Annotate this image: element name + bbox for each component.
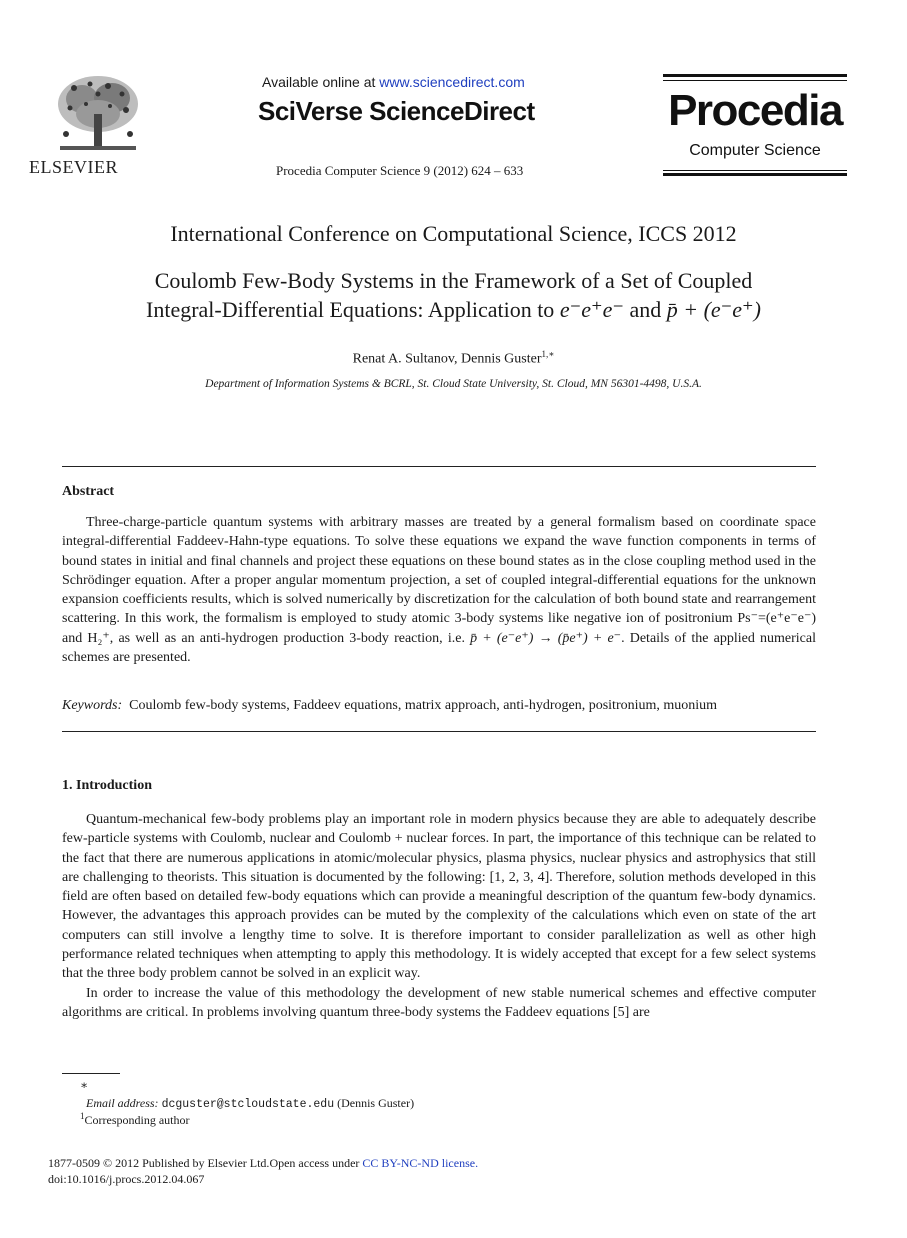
title-prefix: Integral-Differential Equations: Application to <box>146 297 560 322</box>
conference-name: International Conference on Computational Science, ICCS 2012 <box>170 221 737 246</box>
title-formula-1: e⁻e⁺e⁻ <box>559 297 624 322</box>
elsevier-tree-icon <box>52 74 144 156</box>
journal-reference: Procedia Computer Science 9 (2012) 624 – 633 <box>276 163 524 178</box>
divider-bottom <box>62 731 816 732</box>
abstract-heading: Abstract <box>62 484 115 499</box>
elsevier-logo <box>52 74 144 156</box>
footnote-email <box>86 1096 414 1111</box>
abstract-and: and <box>62 630 88 646</box>
platform-logo: SciVerse ScienceDirect <box>258 96 535 126</box>
formula-ps: Ps⁻=(e⁺e⁻e⁻) <box>737 611 816 627</box>
open-access-text: Open access under <box>269 1156 363 1170</box>
elsevier-wordmark: ELSEVIER <box>29 157 118 177</box>
divider-top <box>62 466 816 467</box>
footnote-star: ∗ <box>80 1078 89 1092</box>
email-owner: (Dennis Guster) <box>334 1096 415 1110</box>
paper-title-line2 <box>0 297 907 323</box>
keywords-text: Coulomb few-body systems, Faddeev equations, matrix approach, anti-hydrogen, positronium, muonium <box>129 698 718 713</box>
title-formula-2: p̄ + (e⁻e⁺) <box>666 297 761 322</box>
procedia-subtitle: Computer Science <box>689 142 821 159</box>
keywords <box>62 698 816 714</box>
available-online <box>262 74 525 90</box>
footnote-1-text: Corresponding author <box>84 1113 190 1127</box>
introduction-heading: 1. Introduction <box>62 778 152 793</box>
footnote-corresponding <box>80 1111 189 1128</box>
paper-title-line1: Coulomb Few-Body Systems in the Framework of a Set of Coupled <box>154 268 753 293</box>
author-names: Renat A. Sultanov, Dennis Guster <box>352 351 542 367</box>
keywords-label: Keywords: <box>62 698 123 713</box>
author-marks: 1,∗ <box>541 349 555 359</box>
email-label: Email address: <box>86 1096 159 1110</box>
license-link[interactable]: CC BY-NC-ND license. <box>362 1156 479 1170</box>
abstract-text-2: , as well as an anti-hydrogen production 3-body reaction, i.e. <box>109 630 471 646</box>
intro-paragraph-2: In order to increase the value of this methodology the development of new stable numerical schemes and effective computer algorithms are critical. In problems involving quantum three-body systems the Faddeev equations [5] are <box>62 985 816 1020</box>
email-address[interactable]: dcguster@stcloudstate.edu <box>161 1098 335 1111</box>
abstract-text-3: . Details of the applied numerical schemes are presented. <box>62 630 816 666</box>
doi: doi:10.1016/j.procs.2012.04.067 <box>48 1172 205 1186</box>
available-prefix: Available online at <box>262 74 380 90</box>
procedia-title: Procedia <box>668 86 842 135</box>
sciencedirect-link[interactable]: www.sciencedirect.com <box>379 74 525 90</box>
authors <box>0 349 907 368</box>
intro-paragraph-1: Quantum-mechanical few-body problems play an important role in modern physics because they are able to adequately describe few-particle systems with Coulomb, nuclear and Coulomb + nuclear forces. In part, the importance of this technique can be related to the fact that there are numerous applications in atomic/molecular physics, plasma physics, nuclear physics and astrophysics that still are challenging to theorists. This situation is documented by the following: [1, 2, 3, 4]. Therefore, solution methods developed in this field are often based on detailed few-body equations which can provide a meaningful description of the quantum few-body dynamics. However, the advantages this approach provides can be muted by the complexity of the calculations which even on state of the art computers can still involve a lengthy time to solve. It is therefore important to consider parallelization as well as other high performance related techniques when attempting to apply this methodology. It is widely accepted that except for a few select systems that the three body problem cannot be solved in an explicit way. <box>62 812 816 982</box>
footnote-1-mark: 1 <box>80 1111 85 1121</box>
abstract-body <box>62 513 816 667</box>
abstract-text-1: Three-charge-particle quantum systems with arbitrary masses are treated by a general formalism based on coordinate space integral-differential Faddeev-Hahn-type equations. To solve these equations we expand the wave function components in terms of bound states in initial and final channels and project these equations on these bound states as in the close coupling method used in the Schrödinger equation. After a proper angular momentum projection, a set of coupled integral-differential equations for the unknown expansion coefficients results, which is solved numerically by discretization for the calculation of both bound state and rearrangement scattering. In this work, the formalism is employed to study atomic 3-body systems like negative ion of positronium <box>62 515 816 627</box>
formula-h2: H₂⁺ <box>87 630 110 646</box>
footnote-rule <box>62 1073 120 1074</box>
procedia-logo <box>663 74 847 178</box>
title-and: and <box>623 297 667 322</box>
affiliation: Department of Information Systems & BCRL, St. Cloud State University, St. Cloud, MN 56301-4498, U.S.A. <box>205 378 702 390</box>
copyright-line <box>48 1156 478 1171</box>
issn-copyright: 1877-0509 © 2012 Published by Elsevier Ltd. <box>48 1156 270 1170</box>
introduction-body <box>62 810 816 1022</box>
formula-reaction: p̄ + (e⁻e⁺) → (p̄e⁺) + e⁻ <box>470 630 622 646</box>
